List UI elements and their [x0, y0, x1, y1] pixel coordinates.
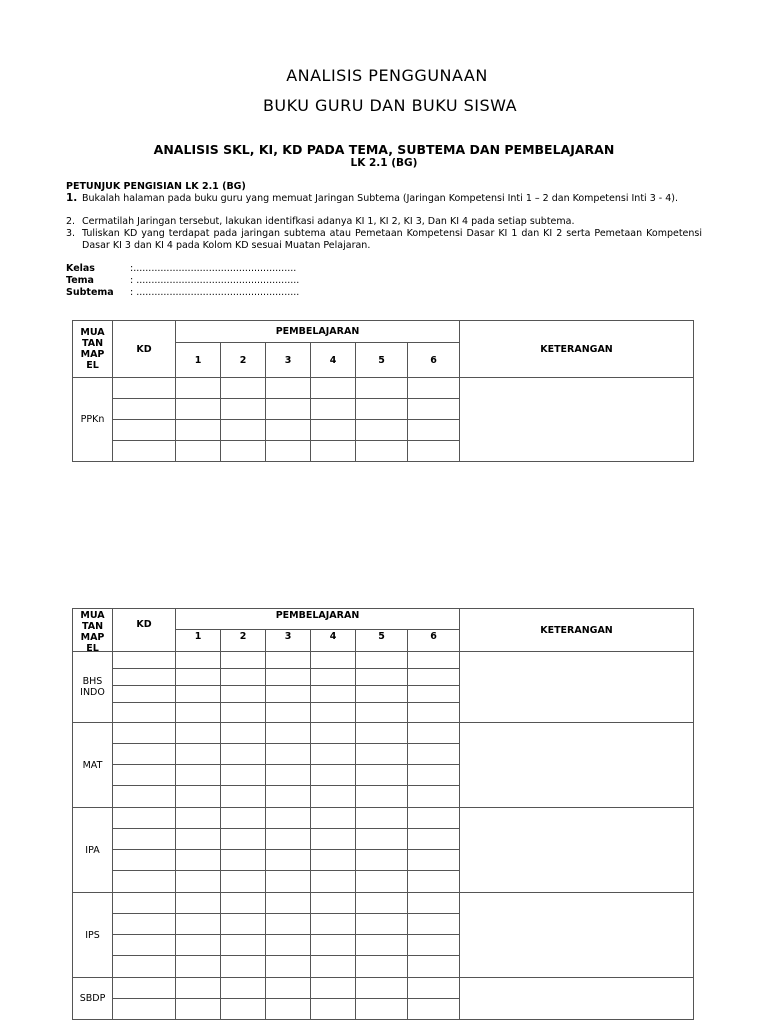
subject-label: MAT [73, 723, 113, 808]
subject-block [73, 978, 694, 1020]
subject-block [73, 652, 694, 723]
cell[interactable] [176, 441, 221, 462]
cell[interactable] [311, 893, 356, 914]
instruction-number: 2. [66, 216, 76, 227]
kd-cell[interactable] [113, 703, 176, 723]
subject-block [73, 808, 694, 893]
subject-label: BHS INDO [73, 652, 113, 723]
document-code: LK 2.1 (BG) [350, 157, 418, 169]
cell[interactable] [408, 914, 460, 935]
cell[interactable] [221, 829, 266, 850]
field-value[interactable]: : ...................................................... [130, 287, 300, 298]
instruction-item [66, 228, 702, 251]
analysis-table-2 [72, 608, 694, 1020]
cell[interactable] [221, 669, 266, 686]
document-subtitle: ANALISIS SKL, KI, KD PADA TEMA, SUBTEMA DAN PEMBELAJARAN [153, 142, 615, 157]
kd-cell[interactable] [113, 786, 176, 808]
kd-cell[interactable] [113, 914, 176, 935]
cell[interactable] [221, 850, 266, 871]
cell[interactable] [221, 765, 266, 786]
cell[interactable] [176, 765, 221, 786]
field-value[interactable]: :...................................................... [130, 263, 297, 274]
cell[interactable] [221, 956, 266, 978]
header-col: 4 [311, 343, 356, 378]
cell[interactable] [356, 765, 408, 786]
cell[interactable] [176, 850, 221, 871]
cell[interactable] [408, 669, 460, 686]
instruction-item [66, 216, 702, 228]
cell[interactable] [176, 808, 221, 829]
cell[interactable] [266, 893, 311, 914]
cell[interactable] [266, 765, 311, 786]
instruction-text: Bukalah halaman pada buku guru yang memuat Jaringan Subtema (Jaringan Kompetensi Inti 1 – 2 dan Kompetensi Inti 3 - 4). [82, 193, 678, 204]
cell[interactable] [356, 703, 408, 723]
cell[interactable] [311, 914, 356, 935]
header-pembelajaran: PEMBELAJARAN [176, 609, 460, 630]
header-col: 3 [266, 343, 311, 378]
cell[interactable] [266, 686, 311, 703]
cell[interactable] [356, 786, 408, 808]
subject-label: PPKn [73, 378, 113, 462]
keterangan-cell[interactable] [460, 893, 694, 978]
subject-block [73, 378, 694, 462]
cell[interactable] [221, 744, 266, 765]
cell[interactable] [266, 786, 311, 808]
instruction-text: Cermatilah Jaringan tersebut, lakukan identifkasi adanya KI 1, KI 2, KI 3, Dan KI 4 pada setiap subtema. [82, 216, 575, 227]
cell[interactable] [356, 744, 408, 765]
field-value[interactable]: : ...................................................... [130, 275, 300, 286]
kd-cell[interactable] [113, 399, 176, 420]
header-col: 1 [176, 343, 221, 378]
cell[interactable] [266, 914, 311, 935]
kd-cell[interactable] [113, 765, 176, 786]
cell[interactable] [356, 399, 408, 420]
cell[interactable] [356, 723, 408, 744]
cell[interactable] [311, 999, 356, 1020]
header-col: 5 [356, 343, 408, 378]
subject-label: IPA [73, 808, 113, 893]
cell[interactable] [266, 703, 311, 723]
cell[interactable] [221, 978, 266, 999]
header-keterangan: KETERANGAN [460, 321, 694, 378]
header-kd: KD [113, 321, 176, 378]
cell[interactable] [356, 441, 408, 462]
cell[interactable] [408, 935, 460, 956]
cell[interactable] [176, 703, 221, 723]
cell[interactable] [266, 420, 311, 441]
document-title: ANALISIS PENGGUNAAN [286, 66, 488, 85]
cell[interactable] [176, 744, 221, 765]
instruction-number: 1. [66, 192, 78, 204]
header-col: 6 [408, 630, 460, 652]
cell[interactable] [408, 686, 460, 703]
cell[interactable] [356, 808, 408, 829]
cell[interactable] [221, 808, 266, 829]
cell[interactable] [356, 669, 408, 686]
instructions-heading: PETUNJUK PENGISIAN LK 2.1 (BG) [66, 181, 246, 192]
cell[interactable] [311, 441, 356, 462]
cell[interactable] [311, 723, 356, 744]
kd-cell[interactable] [113, 893, 176, 914]
cell[interactable] [221, 420, 266, 441]
cell[interactable] [221, 935, 266, 956]
kd-cell[interactable] [113, 808, 176, 829]
document-title-line2: BUKU GURU DAN BUKU SISWA [262, 96, 518, 115]
kd-cell[interactable] [113, 935, 176, 956]
keterangan-cell[interactable] [460, 723, 694, 808]
cell[interactable] [311, 652, 356, 669]
kd-cell[interactable] [113, 686, 176, 703]
cell[interactable] [266, 808, 311, 829]
cell[interactable] [176, 935, 221, 956]
cell[interactable] [408, 399, 460, 420]
cell[interactable] [176, 399, 221, 420]
kd-cell[interactable] [113, 441, 176, 462]
cell[interactable] [311, 786, 356, 808]
cell[interactable] [266, 744, 311, 765]
keterangan-cell[interactable] [460, 808, 694, 893]
keterangan-cell[interactable] [460, 978, 694, 1020]
cell[interactable] [356, 850, 408, 871]
cell[interactable] [221, 686, 266, 703]
header-col: 1 [176, 630, 221, 652]
cell[interactable] [408, 744, 460, 765]
kd-cell[interactable] [113, 378, 176, 399]
kd-cell[interactable] [113, 850, 176, 871]
cell[interactable] [311, 744, 356, 765]
cell[interactable] [408, 723, 460, 744]
cell[interactable] [221, 703, 266, 723]
header-col: 4 [311, 630, 356, 652]
cell[interactable] [356, 893, 408, 914]
cell[interactable] [221, 786, 266, 808]
cell[interactable] [266, 669, 311, 686]
kd-cell[interactable] [113, 871, 176, 893]
cell[interactable] [266, 871, 311, 893]
cell[interactable] [311, 420, 356, 441]
field-label: Tema [66, 275, 94, 286]
analysis-table-1 [72, 320, 694, 462]
subject-label: SBDP [73, 978, 113, 1020]
cell[interactable] [176, 829, 221, 850]
cell[interactable] [408, 786, 460, 808]
cell[interactable] [408, 703, 460, 723]
cell[interactable] [311, 935, 356, 956]
cell[interactable] [311, 978, 356, 999]
cell[interactable] [176, 978, 221, 999]
cell[interactable] [311, 956, 356, 978]
instruction-text: Tuliskan KD yang terdapat pada jaringan subtema atau Pemetaan Kompetensi Dasar KI 1 dan KI 2 serta Pemetaan Kompetensi Dasar KI 3 dan KI 4 pada Kolom KD sesuai Muatan Pelajaran. [82, 228, 702, 251]
kd-cell[interactable] [113, 978, 176, 999]
cell[interactable] [176, 378, 221, 399]
cell[interactable] [408, 441, 460, 462]
header-muatan: MUA TAN MAP EL [73, 321, 113, 378]
cell[interactable] [176, 723, 221, 744]
kd-cell[interactable] [113, 744, 176, 765]
cell[interactable] [311, 686, 356, 703]
cell[interactable] [176, 871, 221, 893]
cell[interactable] [266, 978, 311, 999]
cell[interactable] [356, 378, 408, 399]
cell[interactable] [408, 829, 460, 850]
cell[interactable] [221, 999, 266, 1020]
keterangan-cell[interactable] [460, 378, 694, 462]
kd-cell[interactable] [113, 669, 176, 686]
cell[interactable] [408, 420, 460, 441]
cell[interactable] [221, 871, 266, 893]
cell[interactable] [408, 808, 460, 829]
cell[interactable] [356, 999, 408, 1020]
cell[interactable] [356, 829, 408, 850]
cell[interactable] [266, 829, 311, 850]
cell[interactable] [408, 893, 460, 914]
header-keterangan: KETERANGAN [460, 609, 694, 652]
cell[interactable] [266, 441, 311, 462]
cell[interactable] [311, 871, 356, 893]
cell[interactable] [311, 829, 356, 850]
cell[interactable] [266, 999, 311, 1020]
cell[interactable] [221, 914, 266, 935]
cell[interactable] [311, 765, 356, 786]
cell[interactable] [266, 723, 311, 744]
kd-cell[interactable] [113, 723, 176, 744]
kd-cell[interactable] [113, 829, 176, 850]
cell[interactable] [311, 850, 356, 871]
keterangan-cell[interactable] [460, 652, 694, 723]
cell[interactable] [266, 399, 311, 420]
cell[interactable] [408, 999, 460, 1020]
cell[interactable] [408, 871, 460, 893]
cell[interactable] [356, 978, 408, 999]
cell[interactable] [356, 956, 408, 978]
cell[interactable] [408, 850, 460, 871]
cell[interactable] [176, 893, 221, 914]
cell[interactable] [176, 914, 221, 935]
header-col: 2 [221, 630, 266, 652]
instruction-item [66, 193, 702, 205]
field-label: Kelas [66, 263, 95, 274]
cell[interactable] [221, 893, 266, 914]
cell[interactable] [221, 399, 266, 420]
header-col: 5 [356, 630, 408, 652]
cell[interactable] [176, 956, 221, 978]
cell[interactable] [356, 935, 408, 956]
cell[interactable] [408, 378, 460, 399]
cell[interactable] [266, 652, 311, 669]
cell[interactable] [176, 420, 221, 441]
cell[interactable] [408, 652, 460, 669]
header-col: 6 [408, 343, 460, 378]
cell[interactable] [408, 956, 460, 978]
cell[interactable] [408, 765, 460, 786]
cell[interactable] [311, 378, 356, 399]
cell[interactable] [266, 956, 311, 978]
cell[interactable] [408, 978, 460, 999]
cell[interactable] [311, 703, 356, 723]
header-muatan-text: MUA TAN MAP EL [80, 610, 105, 651]
subject-block [73, 893, 694, 978]
subject-label: IPS [73, 893, 113, 978]
kd-cell[interactable] [113, 420, 176, 441]
cell[interactable] [311, 808, 356, 829]
header-pembelajaran: PEMBELAJARAN [176, 321, 460, 343]
header-kd: KD [113, 609, 176, 652]
cell[interactable] [221, 441, 266, 462]
cell[interactable] [176, 999, 221, 1020]
kd-cell[interactable] [113, 999, 176, 1020]
cell[interactable] [176, 686, 221, 703]
header-col: 2 [221, 343, 266, 378]
cell[interactable] [356, 871, 408, 893]
header-col: 3 [266, 630, 311, 652]
cell[interactable] [311, 399, 356, 420]
cell[interactable] [221, 378, 266, 399]
instruction-number: 3. [66, 228, 76, 239]
cell[interactable] [356, 914, 408, 935]
cell[interactable] [221, 723, 266, 744]
kd-cell[interactable] [113, 956, 176, 978]
cell[interactable] [356, 652, 408, 669]
header-muatan [73, 609, 113, 652]
subject-block [73, 723, 694, 808]
field-label: Subtema [66, 287, 114, 298]
cell[interactable] [221, 652, 266, 669]
kd-cell[interactable] [113, 652, 176, 669]
cell[interactable] [356, 686, 408, 703]
cell[interactable] [176, 652, 221, 669]
cell[interactable] [266, 935, 311, 956]
cell[interactable] [311, 669, 356, 686]
cell[interactable] [356, 420, 408, 441]
cell[interactable] [266, 850, 311, 871]
cell[interactable] [266, 378, 311, 399]
cell[interactable] [176, 786, 221, 808]
cell[interactable] [176, 669, 221, 686]
